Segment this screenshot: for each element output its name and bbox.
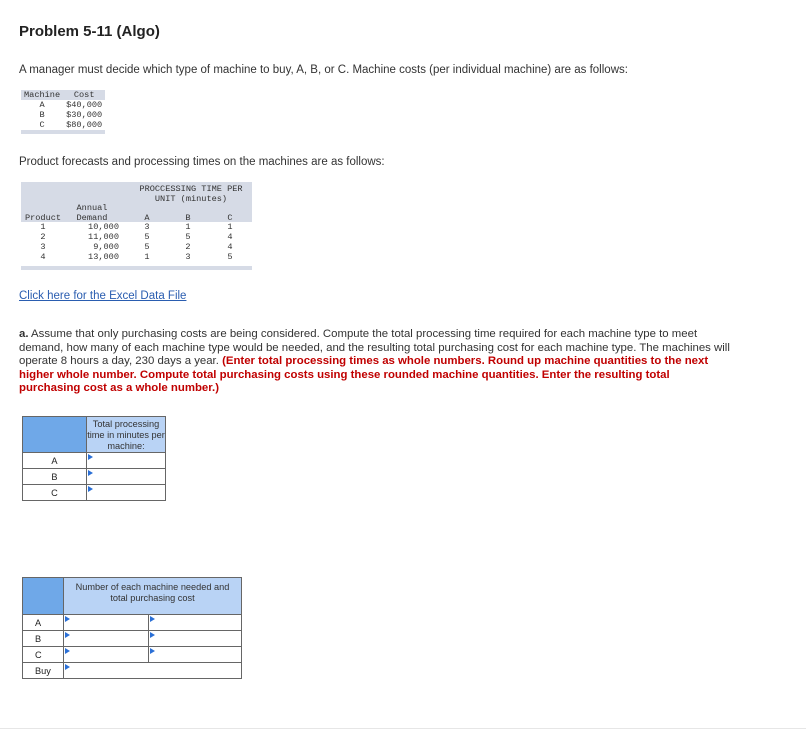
buy-select[interactable] (64, 665, 241, 676)
intro-text: A manager must decide which type of machine to buy, A, B, or C. Machine costs (per individual machine) are as follows: (19, 64, 628, 76)
row-label-a: A (23, 453, 87, 469)
row-label-c: C (23, 485, 87, 501)
cost-a-input[interactable] (149, 617, 241, 628)
cost-table-header (21, 90, 105, 100)
product-header: Product (24, 213, 62, 223)
cost-c-input-cell[interactable] (149, 647, 242, 663)
time-b-cell: 1 (185, 222, 191, 232)
demand-header: Demand (76, 213, 108, 223)
cost-row (21, 100, 105, 110)
row-label-b: B (23, 631, 64, 647)
product-cell: 4 (40, 252, 46, 262)
forecast-text: Product forecasts and processing times on the machines are as follows: (19, 156, 385, 168)
processing-time-b-input-cell[interactable] (87, 469, 166, 485)
machines-needed-header: Number of each machine needed and total purchasing cost (64, 578, 242, 615)
page-divider (0, 728, 806, 729)
machine-cell: C (39, 120, 45, 130)
machines-c-input[interactable] (64, 649, 148, 660)
table-bottom-bar (21, 266, 252, 270)
machines-b-input[interactable] (64, 633, 148, 644)
processing-table-header (21, 182, 252, 222)
question-a (19, 328, 731, 396)
processing-time-a-input[interactable] (87, 455, 165, 466)
row-label-c: C (23, 647, 64, 663)
processing-time-header: Total processing time in minutes per machine: (87, 417, 166, 453)
time-c-cell: 5 (227, 252, 233, 262)
question-text: Assume that only purchasing costs are being considered. Compute the total processing time required for each machine type to meet demand, how many of each machine type would be needed, and the resulting total purchasing cost for each machine type. The machines will operate 8 hours a day, 230 days a year. (19, 328, 730, 367)
time-b-cell: 3 (185, 252, 191, 262)
processing-time-c-input[interactable] (87, 487, 165, 498)
time-c-cell: 4 (227, 242, 233, 252)
group-header-line1: PROCCESSING TIME PER (139, 184, 243, 194)
cost-cell: $80,000 (66, 120, 103, 130)
cost-a-input-cell[interactable] (149, 615, 242, 631)
machines-needed-answer-table (22, 577, 242, 679)
row-label-buy: Buy (23, 663, 64, 679)
cost-cell: $40,000 (66, 100, 103, 110)
table-row (21, 222, 252, 232)
time-b-cell: 2 (185, 242, 191, 252)
cost-b-input[interactable] (149, 633, 241, 644)
cost-col-header: Cost (73, 90, 95, 100)
table-row (21, 252, 252, 262)
processing-time-table (21, 182, 252, 270)
machine-cell: B (39, 110, 45, 120)
cost-cell: $30,000 (66, 110, 103, 120)
cost-row (21, 120, 105, 130)
machines-a-input-cell[interactable] (64, 615, 149, 631)
machines-a-input[interactable] (64, 617, 148, 628)
table-row (21, 232, 252, 242)
cost-c-input[interactable] (149, 649, 241, 660)
processing-time-b-input[interactable] (87, 471, 165, 482)
machine-b-header: B (185, 213, 191, 223)
time-a-cell: 3 (144, 222, 150, 232)
cost-b-input-cell[interactable] (149, 631, 242, 647)
question-label: a. (19, 328, 29, 340)
processing-time-a-input-cell[interactable] (87, 453, 166, 469)
time-b-cell: 5 (185, 232, 191, 242)
processing-table-body (21, 222, 252, 262)
machines-b-input-cell[interactable] (64, 631, 149, 647)
table-row (21, 242, 252, 252)
group-header-line2: UNIT (minutes) (154, 194, 228, 204)
processing-time-c-input-cell[interactable] (87, 485, 166, 501)
machine-a-header: A (144, 213, 150, 223)
demand-cell: 10,000 (88, 222, 119, 232)
page-title: Problem 5-11 (Algo) (19, 23, 160, 40)
product-cell: 2 (40, 232, 46, 242)
time-c-cell: 4 (227, 232, 233, 242)
demand-cell: 13,000 (88, 252, 119, 262)
excel-data-link[interactable]: Click here for the Excel Data File (19, 290, 187, 302)
buy-select-cell[interactable] (64, 663, 242, 679)
time-a-cell: 1 (144, 252, 150, 262)
time-a-cell: 5 (144, 242, 150, 252)
time-c-cell: 1 (227, 222, 233, 232)
machine-col-header: Machine (24, 90, 61, 100)
product-cell: 3 (40, 242, 46, 252)
row-label-b: B (23, 469, 87, 485)
table-bottom-bar (21, 130, 105, 134)
machine-cost-table (21, 90, 105, 134)
cost-row (21, 110, 105, 120)
corner-cell (23, 417, 87, 453)
corner-cell (23, 578, 64, 615)
machine-cell: A (39, 100, 45, 110)
annual-label: Annual (76, 203, 108, 213)
demand-cell: 9,000 (93, 242, 119, 252)
row-label-a: A (23, 615, 64, 631)
processing-time-answer-table (22, 416, 166, 501)
demand-cell: 11,000 (88, 232, 119, 242)
machines-c-input-cell[interactable] (64, 647, 149, 663)
question-instruction: (Enter total processing times as whole numbers. Round up machine quantities to the next higher whole number. Compute total purchasing costs using these rounded machine quantities. Enter the resulting total purchasing cost as a whole number.) (19, 355, 709, 394)
product-cell: 1 (40, 222, 46, 232)
time-a-cell: 5 (144, 232, 150, 242)
machine-c-header: C (227, 213, 233, 223)
